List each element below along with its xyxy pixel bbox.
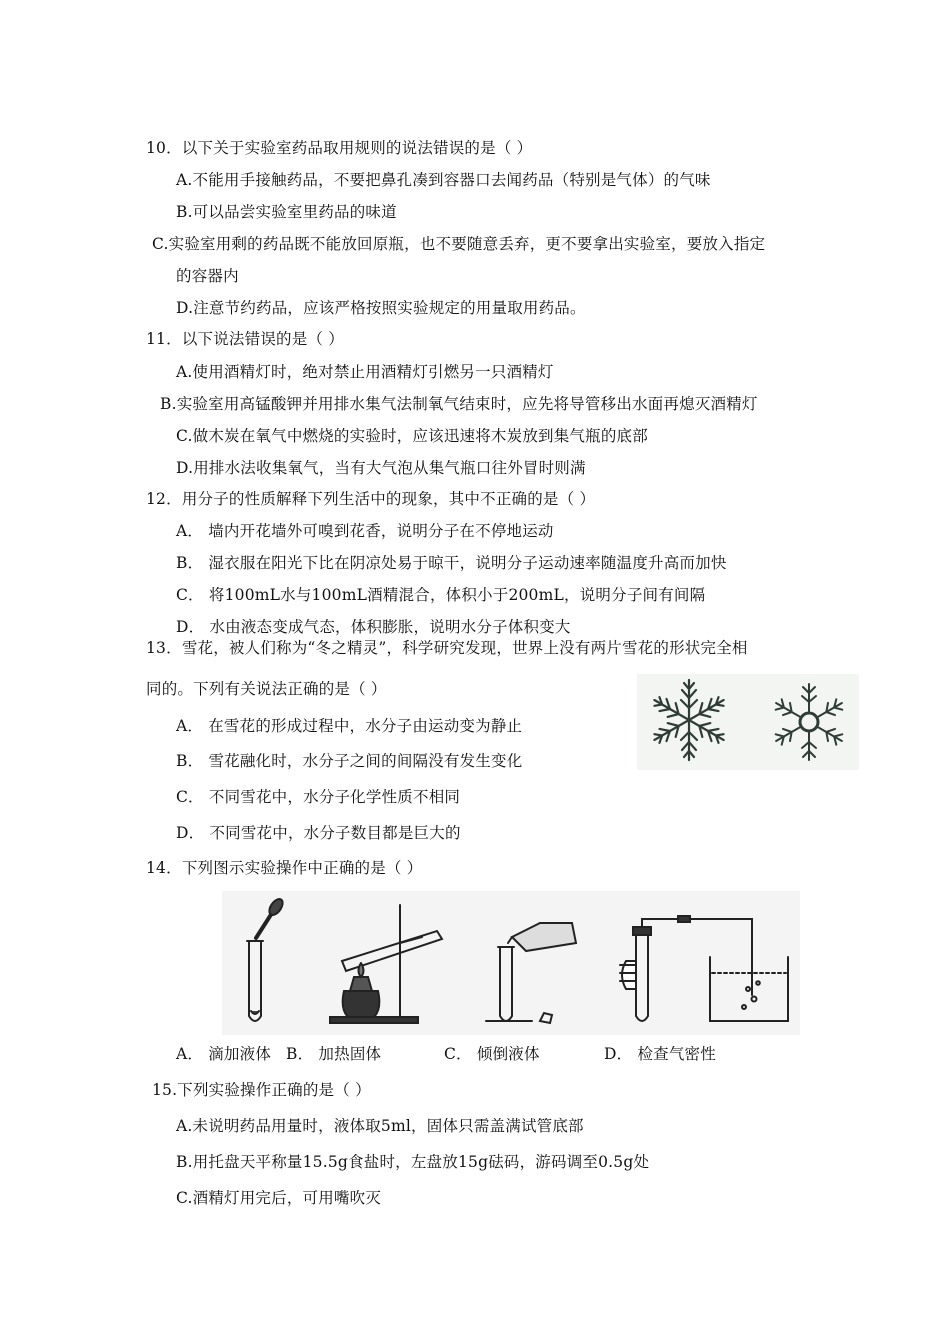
q12-option-d: D． 水由液态变成气态，体积膨胀，说明水分子体积变大	[176, 618, 571, 636]
q13-stem: 13．雪花，被人们称为“冬之精灵”，科学研究发现，世界上没有两片雪花的形状完全相	[146, 639, 748, 657]
q11-option-b: B.实验室用高锰酸钾并用排水集气法制氧气结束时，应先将导管移出水面再熄灭酒精灯	[160, 395, 758, 413]
q13-option-b: B． 雪花融化时，水分子之间的间隔没有发生变化	[176, 752, 523, 770]
q10-option-d: D.注意节约药品，应该严格按照实验规定的用量取用药品。	[176, 299, 586, 317]
q14-option-c: C． 倾倒液体	[444, 1045, 540, 1063]
q13-stem-cont: 同的。下列有关说法正确的是（ ）	[146, 680, 387, 698]
q15-option-c: C.酒精灯用完后，可用嘴吹灭	[176, 1189, 382, 1207]
q14-option-d: D． 检查气密性	[604, 1045, 716, 1063]
q10-stem: 10．以下关于实验室药品取用规则的说法错误的是（ ）	[146, 139, 533, 157]
lab-apparatus-icon	[222, 891, 800, 1035]
snowflake-icon	[637, 674, 859, 770]
q15-option-b: B.用托盘天平称量15.5g食盐时，左盘放15g砝码，游码调至0.5g处	[176, 1153, 650, 1171]
snowflake-figure	[637, 674, 859, 770]
q11-option-c: C.做木炭在氧气中燃烧的实验时，应该迅速将木炭放到集气瓶的底部	[176, 427, 648, 445]
q12-stem: 12．用分子的性质解释下列生活中的现象，其中不正确的是（ ）	[146, 490, 596, 508]
q13-option-c: C． 不同雪花中，水分子化学性质不相同	[176, 788, 461, 806]
q10-option-c-cont: 的容器内	[176, 267, 239, 285]
q10-option-c: C.实验室用剩的药品既不能放回原瓶，也不要随意丢弃，更不要拿出实验室，要放入指定	[152, 235, 766, 253]
q14-stem: 14．下列图示实验操作中正确的是（ ）	[146, 859, 423, 877]
q13-option-d: D． 不同雪花中，水分子数目都是巨大的	[176, 824, 461, 842]
q14-option-a: A． 滴加液体	[176, 1045, 272, 1063]
q15-stem: 15.下列实验操作正确的是（ ）	[152, 1081, 371, 1099]
q12-option-b: B． 湿衣服在阳光下比在阴凉处易于晾干，说明分子运动速率随温度升高而加快	[176, 554, 727, 572]
q12-option-a: A． 墙内开花墙外可嗅到花香，说明分子在不停地运动	[176, 522, 554, 540]
apparatus-figure	[222, 891, 800, 1035]
q11-option-d: D.用排水法收集氧气，当有大气泡从集气瓶口往外冒时则满	[176, 459, 586, 477]
q10-option-b: B.可以品尝实验室里药品的味道	[176, 203, 397, 221]
q13-option-a: A． 在雪花的形成过程中，水分子由运动变为静止	[176, 717, 523, 735]
q11-option-a: A.使用酒精灯时，绝对禁止用酒精灯引燃另一只酒精灯	[176, 363, 554, 381]
q11-stem: 11．以下说法错误的是（ ）	[146, 330, 344, 348]
q10-option-a: A.不能用手接触药品，不要把鼻孔凑到容器口去闻药品（特别是气体）的气味	[176, 171, 711, 189]
q12-option-c: C． 将100mL水与100mL酒精混合，体积小于200mL，说明分子间有间隔	[176, 586, 706, 604]
q15-option-a: A.未说明药品用量时，液体取5ml，固体只需盖满试管底部	[176, 1117, 584, 1135]
q14-option-b: B． 加热固体	[286, 1045, 382, 1063]
